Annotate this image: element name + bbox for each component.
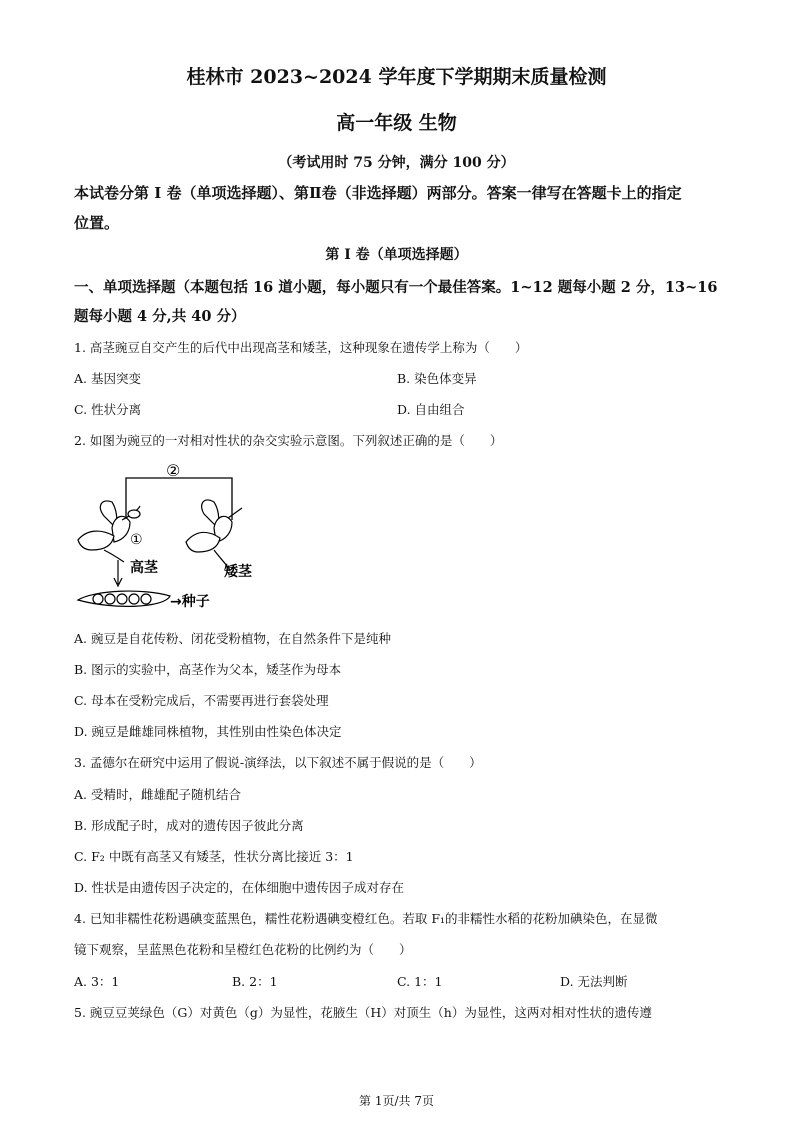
- q2-option-b: B. 图示的实验中，高茎作为父本，矮茎作为母本: [74, 662, 342, 677]
- part1-heading: 第 I 卷（单项选择题）: [325, 247, 468, 263]
- q3-option-a: A. 受精时，雌雄配子随机结合: [74, 787, 241, 802]
- exam-info: （考试用时 75 分钟，满分 100 分）: [278, 155, 515, 171]
- instructions-line1: 本试卷分第 I 卷（单项选择题）、第Ⅱ卷（非选择题）两部分。答案一律写在答题卡上的指定: [74, 184, 682, 202]
- q4-option-d: D. 无法判断: [560, 974, 628, 989]
- q1-option-c: C. 性状分离: [74, 402, 142, 417]
- label-2: ②: [166, 461, 181, 480]
- q2-option-c: C. 母本在受粉完成后，不需要再进行套袋处理: [74, 693, 329, 708]
- q1-option-b: B. 染色体变异: [397, 371, 477, 386]
- label-1: ①: [130, 532, 143, 548]
- q3-stem: 3. 孟德尔在研究中运用了假说-演绎法，以下叙述不属于假说的是（ ）: [74, 755, 482, 770]
- q3-option-c: C. F₂ 中既有高茎又有矮茎，性状分离比接近 3：1: [74, 849, 354, 864]
- q4-option-a: A. 3：1: [74, 974, 120, 989]
- q2-option-a: A. 豌豆是自花传粉、闭花受粉植物，在自然条件下是纯种: [74, 631, 391, 646]
- q1-option-d: D. 自由组合: [397, 402, 465, 417]
- section-heading-line2: 题每小题 4 分,共 40 分）: [74, 308, 246, 325]
- exam-subtitle: 高一年级 生物: [336, 112, 457, 134]
- q4-stem-line1: 4. 已知非糯性花粉遇碘变蓝黑色，糯性花粉遇碘变橙红色。若取 F₁的非糯性水稻的花粉加碘染色，在显微: [74, 911, 658, 926]
- pea-pod-drawing: [78, 591, 170, 606]
- q3-option-d: D. 性状是由遗传因子决定的，在体细胞中遗传因子成对存在: [74, 880, 405, 895]
- exam-title: 桂林市 2023~2024 学年度下学期期末质量检测: [186, 66, 607, 88]
- label-short: 矮茎: [224, 564, 252, 580]
- instructions-line2: 位置。: [74, 214, 120, 232]
- short-flower-drawing: [186, 500, 242, 570]
- q1-stem: 1. 高茎豌豆自交产生的后代中出现高茎和矮茎，这种现象在遗传学上称为（ ）: [74, 340, 528, 355]
- q2-stem: 2. 如图为豌豆的一对相对性状的杂交实验示意图。下列叙述正确的是（ ）: [74, 433, 503, 448]
- q4-stem-line2: 镜下观察，呈蓝黑色花粉和呈橙红色花粉的比例约为（ ）: [74, 942, 412, 957]
- q2-option-d: D. 豌豆是雌雄同株植物，其性别由性染色体决定: [74, 724, 342, 739]
- q4-option-b: B. 2：1: [232, 974, 278, 989]
- q4-option-c: C. 1：1: [397, 974, 443, 989]
- q3-option-b: B. 形成配子时，成对的遗传因子彼此分离: [74, 818, 304, 833]
- q1-option-a: A. 基因突变: [74, 371, 141, 386]
- q5-stem-line1: 5. 豌豆豆荚绿色（G）对黄色（g）为显性，花腋生（H）对顶生（h）为显性，这两对相对性状的遗传遵: [74, 1005, 652, 1020]
- label-tall: 高茎: [130, 560, 158, 576]
- cross-experiment-figure: [74, 458, 252, 618]
- page-number: 第 1页/共 7页: [359, 1094, 434, 1108]
- label-seed: →种子: [170, 594, 210, 610]
- section-heading-line1: 一、单项选择题（本题包括 16 道小题，每小题只有一个最佳答案。1~12 题每小题 2 分，13~16: [74, 279, 718, 296]
